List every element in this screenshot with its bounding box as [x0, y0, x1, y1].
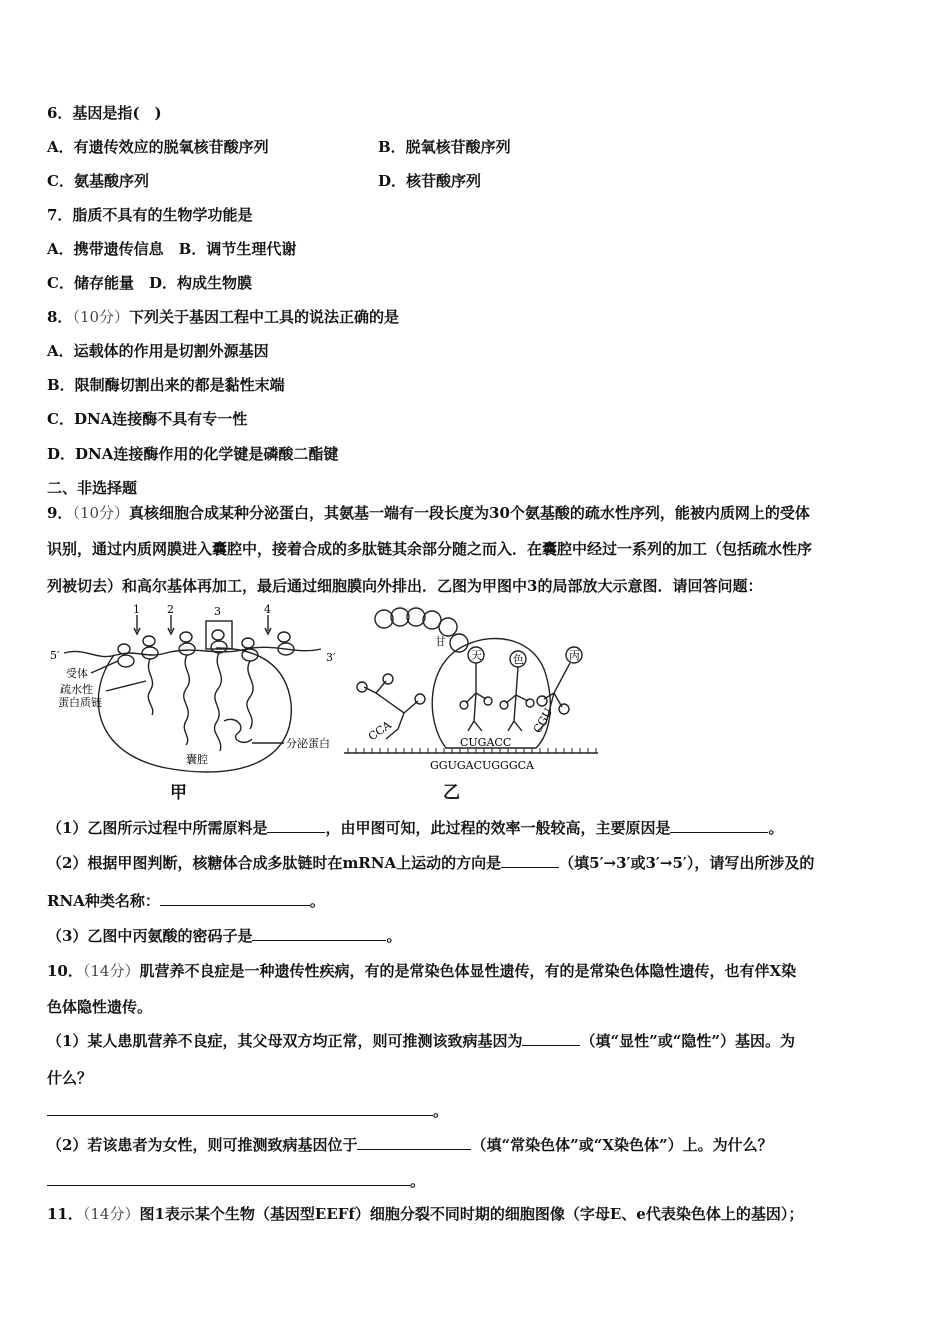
q9-number: 9． [47, 504, 73, 522]
q6-option-c: C．氨基酸序列 [47, 172, 149, 190]
q9-part1-text-a: （1）乙图所示过程中所需原料是 [47, 819, 268, 837]
caption-yi: 乙 [443, 783, 460, 803]
q11-number: 11． [47, 1205, 83, 1223]
box-3 [206, 621, 232, 649]
q9-score: （10分） [72, 504, 130, 522]
yi-ribosome [432, 638, 550, 748]
q8-number: 8． [47, 308, 73, 326]
label-se: 色 [513, 653, 524, 666]
q10-intro-line2: 色体隐性遗传。 [47, 998, 153, 1016]
q9-part3-blank[interactable] [252, 926, 386, 941]
q9-intro-line3: 列被切去）和高尔基体再加工，最后通过细胞膜向外排出．乙图为甲图中3的局部放大示意图．请回答问题： [47, 577, 763, 595]
q9-part3 [47, 925, 401, 947]
q7-options-ab: A．携带遗传信息 B．调节生理代谢 [47, 240, 297, 258]
yi-trna-middle1 [460, 663, 492, 731]
q10-intro-line1 [47, 960, 796, 982]
q6-option-d: D．核苷酸序列 [378, 172, 482, 190]
q6-option-b: B．脱氧核苷酸序列 [378, 138, 511, 156]
yi-trna-middle2 [500, 667, 534, 731]
q10-score: （14分） [82, 962, 140, 980]
q10-number: 10． [47, 962, 83, 980]
q10-part1-text-a: （1）某人患肌营养不良症，其父母双方均正常，则可推测该致病基因为 [47, 1032, 523, 1050]
label-hydrophobic-1: 疏水性 [60, 683, 93, 696]
yi-peptide-chain [375, 608, 468, 652]
q10-part1-answer [47, 1100, 448, 1122]
q10-part1-text-b: （填“显性”或“隐性”）基因。为 [580, 1032, 795, 1050]
q9-part2-text-d: 。 [309, 892, 325, 910]
q10-part2-text-c: 。 [410, 1172, 426, 1190]
q11-intro-line1 [47, 1203, 803, 1225]
label-lumen: 囊腔 [186, 753, 208, 766]
q9-text: 真核细胞合成某种分泌蛋白，其氨基一端有一段长度为30个氨基酸的疏水性序列，能被内质网上的受体 [129, 504, 810, 522]
label-4: 4 [264, 603, 271, 616]
q9-part1 [47, 817, 783, 839]
q8-score: （10分） [72, 308, 130, 326]
q10-part1-answer-blank[interactable] [47, 1101, 433, 1116]
q9-part3-text-b: 。 [386, 927, 402, 945]
q10-part2-answer [47, 1170, 425, 1192]
q9-part1-blank-2[interactable] [670, 818, 768, 833]
label-receptor: 受体 [66, 667, 88, 680]
q9-intro-line1 [47, 502, 810, 524]
polypeptide-1 [148, 659, 153, 715]
label-5prime: 5′ [50, 649, 60, 662]
q9-part2-blank-2[interactable] [160, 891, 310, 906]
label-cca: CCA [366, 718, 394, 744]
q10-text: 肌营养不良症是一种遗传性疾病，有的是常染色体显性遗传，有的是常染色体隐性遗传，也有伴X染 [139, 962, 797, 980]
q9-part1-blank-1[interactable] [267, 818, 325, 833]
label-secreted-protein: 分泌蛋白 [286, 737, 330, 750]
q9-part2-text-a: （2）根据甲图判断，核糖体合成多肽链时在mRNA上运动的方向是 [47, 854, 502, 872]
figure-jia-yi [46, 603, 606, 807]
q8-stem: 下列关于基因工程中工具的说法正确的是 [129, 308, 400, 326]
label-hydrophobic-2: 蛋白质链 [58, 696, 102, 709]
q9-part2-cont [47, 890, 325, 912]
q10-part2-text-b: （填“常染色体”或“X染色体”）上。为什么？ [471, 1136, 773, 1154]
secreted-protein-coil [224, 719, 252, 742]
label-1: 1 [133, 603, 140, 616]
q10-part2-answer-blank[interactable] [47, 1171, 410, 1186]
q9-part2-text-b: （填5′→3′或3′→5′），请写出所涉及的 [559, 854, 815, 872]
polypeptide-2 [184, 655, 190, 745]
q6-stem: 6．基因是指( ) [47, 104, 162, 122]
q8-option-a: A．运载体的作用是切割外源基因 [47, 342, 269, 360]
q8-option-b: B．限制酶切割出来的都是黏性末端 [47, 376, 285, 394]
q10-part1-blank[interactable] [522, 1031, 580, 1046]
label-3: 3 [214, 605, 221, 618]
q10-part2-blank[interactable] [357, 1135, 471, 1150]
label-3prime: 3′ [326, 651, 336, 664]
q10-part2 [47, 1134, 773, 1156]
label-cugacc: CUGACC [460, 736, 512, 749]
label-2: 2 [167, 603, 174, 616]
polypeptide-4 [247, 661, 253, 729]
caption-jia: 甲 [170, 783, 187, 803]
label-tian: 天 [471, 649, 482, 662]
q10-part2-text-a: （2）若该患者为女性，则可推测致病基因位于 [47, 1136, 358, 1154]
q10-part1-cont: 什么？ [47, 1069, 93, 1087]
q6-option-a: A．有遗传效应的脱氧核苷酸序列 [47, 138, 269, 156]
label-bing: 丙 [569, 649, 580, 662]
q8-option-d: D．DNA连接酶作用的化学键是磷酸二酯键 [47, 445, 339, 463]
polypeptide-3 [214, 653, 221, 751]
q11-score: （14分） [82, 1205, 140, 1223]
q10-part1 [47, 1030, 795, 1052]
q11-text: 图1表示某个生物（基因型EEFf）细胞分裂不同时期的细胞图像（字母E、e代表染色体上的基因）； [139, 1205, 804, 1223]
q7-options-cd: C．储存能量 D．构成生物膜 [47, 274, 252, 292]
q9-part2 [47, 852, 814, 874]
ribosome-2 [142, 636, 158, 659]
q9-intro-line2: 识别，通过内质网膜进入囊腔中，接着合成的多肽链其余部分随之而入．在囊腔中经过一系列的加工（包括疏水性序 [47, 540, 813, 558]
label-gan: 甘 [435, 635, 446, 648]
q9-part1-text-b: ，由甲图可知，此过程的效率一般较高，主要原因是 [325, 819, 671, 837]
q8-stem-line [47, 306, 399, 328]
q9-part3-text-a: （3）乙图中丙氨酸的密码子是 [47, 927, 253, 945]
ribosome-6 [278, 632, 294, 655]
q10-part1-text-d: 。 [433, 1102, 449, 1120]
label-cgu: CGU [530, 705, 556, 736]
ribosome-1 [118, 644, 134, 667]
q8-option-c: C．DNA连接酶不具有专一性 [47, 410, 248, 428]
ribosome-3 [179, 632, 195, 655]
label-mrna-sequence: GGUGACUGGGCA [430, 759, 534, 772]
section-heading: 二、非选择题 [47, 479, 138, 497]
q7-stem: 7．脂质不具有的生物学功能是 [47, 206, 253, 224]
q9-part2-blank-1[interactable] [501, 853, 559, 868]
q9-part2-text-c: RNA种类名称： [47, 892, 160, 910]
q9-part1-text-c: 。 [768, 819, 784, 837]
